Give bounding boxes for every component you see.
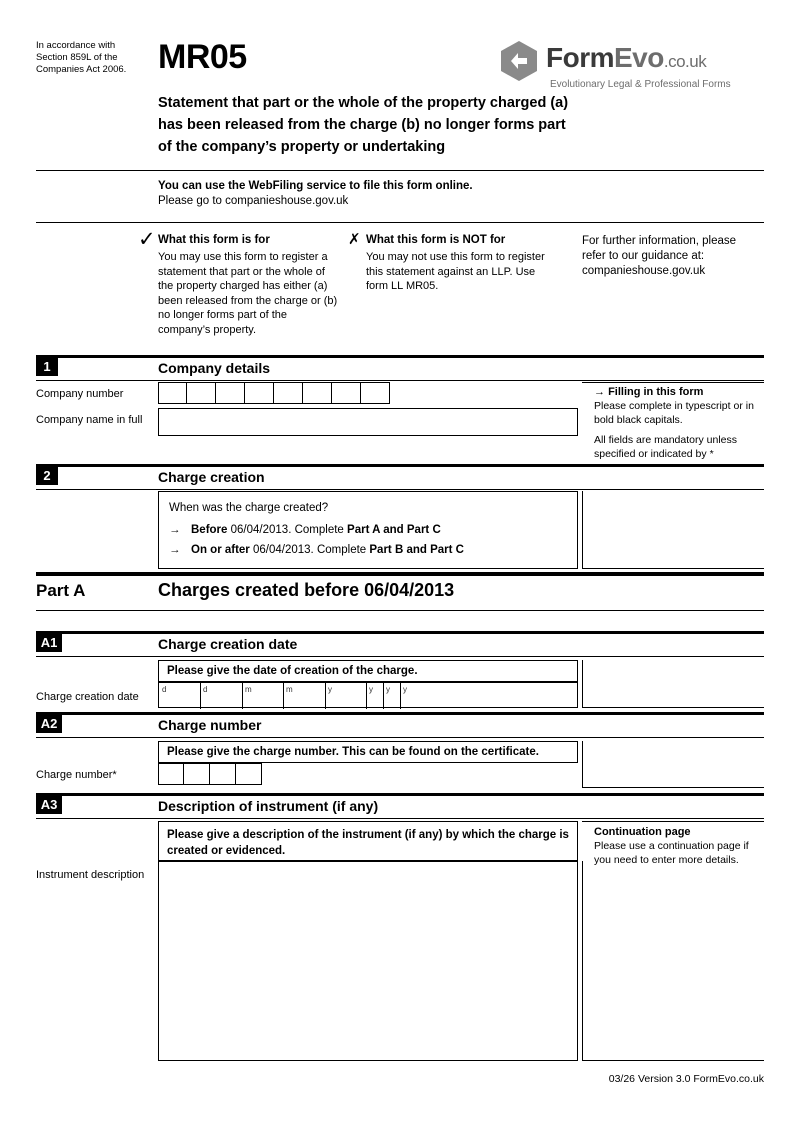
section-a2-title: Charge number <box>158 717 262 733</box>
charge-number-label: Charge number* <box>36 769 117 781</box>
filling-in-form-heading: → Filling in this form <box>594 386 704 398</box>
section-1-number: 1 <box>36 358 58 376</box>
what-form-is-not-for-body: You may not use this form to register this statement against an LLP. Use form LL MR05. <box>366 251 545 292</box>
webfiling-line1: You can use the WebFiling service to file this form online. <box>158 180 473 192</box>
charge-number-cell[interactable] <box>158 763 184 785</box>
cross-icon: ✗ <box>348 230 361 248</box>
date-mark-y1: y <box>328 685 332 694</box>
charge-creation-date-label: Charge creation date <box>36 691 139 703</box>
section-1-title: Company details <box>158 360 271 376</box>
option-2-date: 06/04/2013. <box>253 544 314 556</box>
logo-evo: Evo <box>614 42 664 73</box>
divider <box>582 382 764 383</box>
logo-tagline: Evolutionary Legal & Professional Forms <box>550 79 731 90</box>
instrument-description-input[interactable] <box>158 861 578 1061</box>
divider <box>383 683 384 709</box>
divider <box>36 793 764 796</box>
company-number-cell[interactable] <box>332 382 361 404</box>
charge-creation-question-box <box>158 491 578 569</box>
what-form-is-for-heading: What this form is for <box>158 234 270 246</box>
divider <box>36 712 764 715</box>
option-1-bold: Part A and Part C <box>347 524 441 536</box>
company-number-cell[interactable] <box>216 382 245 404</box>
logo-form: Form <box>546 42 614 73</box>
a1-instruction-box <box>158 660 578 682</box>
divider <box>36 170 764 171</box>
tick-icon: ✓ <box>138 227 156 251</box>
company-number-cell[interactable] <box>274 382 303 404</box>
form-code: MR05 <box>158 38 247 76</box>
divider <box>582 1060 764 1061</box>
filling-in-form-heading-text: Filling in this form <box>608 386 704 398</box>
option-2-prefix: On or after <box>191 544 250 556</box>
option-1-text: Complete <box>294 524 344 536</box>
date-mark-d1: d <box>162 685 167 694</box>
company-number-input[interactable] <box>158 382 390 404</box>
option-2-text: Complete <box>316 544 367 556</box>
charge-number-cell[interactable] <box>184 763 210 785</box>
a2-instruction: Please give the charge number. This can be found on the certificate. <box>167 746 539 758</box>
company-number-cell[interactable] <box>303 382 332 404</box>
divider <box>325 683 326 709</box>
section-2-number: 2 <box>36 467 58 485</box>
company-number-cell[interactable] <box>187 382 216 404</box>
form-title: Statement that part or the whole of the property charged (a) has been released from the charge (b) no longer forms part of the company’s property or undertaking <box>158 95 569 155</box>
a1-instruction: Please give the date of creation of the charge. <box>167 665 418 677</box>
a3-instruction-box <box>158 821 578 861</box>
divider <box>36 572 764 576</box>
divider <box>582 491 583 569</box>
formevo-logo <box>498 38 762 94</box>
further-information-body: For further information, please refer to our guidance at: companieshouse.gov.uk <box>582 235 737 277</box>
accordance-note: In accordance with Section 859L of the Companies Act 2006. <box>36 40 127 75</box>
logo-suffix: .co.uk <box>663 52 707 71</box>
divider <box>582 821 764 822</box>
divider <box>582 787 764 788</box>
date-mark-m2: m <box>286 685 293 694</box>
a2-instruction-box <box>158 741 578 763</box>
company-number-cell[interactable] <box>361 382 390 404</box>
divider <box>36 355 764 358</box>
divider <box>36 656 764 657</box>
divider <box>582 861 583 1061</box>
charge-number-cell[interactable] <box>210 763 236 785</box>
a3-instruction: Please give a description of the instrument (if any) by which the charge is created or evidenced. <box>167 829 569 857</box>
instrument-description-label: Instrument description <box>36 869 145 881</box>
divider <box>36 631 764 634</box>
divider <box>582 707 764 708</box>
continuation-page-heading: Continuation page <box>594 826 691 838</box>
divider <box>36 464 764 467</box>
arrow-icon: → <box>169 524 181 536</box>
charge-creation-question: When was the charge created? <box>169 502 329 514</box>
charge-creation-date-input[interactable] <box>158 682 578 708</box>
filling-in-form-body-2: All fields are mandatory unless specified or indicated by * <box>594 434 737 460</box>
company-name-input[interactable] <box>158 408 578 436</box>
arrow-icon: → <box>169 544 181 556</box>
webfiling-line2: Please go to companieshouse.gov.uk <box>158 195 349 207</box>
footer-version: 03/26 Version 3.0 FormEvo.co.uk <box>608 1073 764 1085</box>
section-a3-title: Description of instrument (if any) <box>158 798 379 814</box>
part-a-label: Part A <box>36 581 86 600</box>
divider <box>36 737 764 738</box>
divider <box>242 683 243 709</box>
section-a3-number: A3 <box>36 796 62 814</box>
charge-creation-option-1 <box>169 522 567 538</box>
option-1-date: 06/04/2013. <box>230 524 292 536</box>
date-mark-y2: y <box>369 685 373 694</box>
option-2-bold: Part B and Part C <box>369 544 464 556</box>
company-number-cell[interactable] <box>245 382 274 404</box>
date-mark-m1: m <box>245 685 252 694</box>
divider <box>366 683 367 709</box>
divider <box>283 683 284 709</box>
divider <box>200 683 201 709</box>
divider <box>36 222 764 223</box>
part-a-title: Charges created before 06/04/2013 <box>158 580 455 600</box>
divider <box>36 610 764 611</box>
section-a1-title: Charge creation date <box>158 636 298 652</box>
divider <box>582 741 583 788</box>
divider <box>36 489 764 490</box>
what-form-is-for-body: You may use this form to register a statement that part or the whole of the property charged has either (a) been released from the charge or (b) no longer forms part of the company’s property. <box>158 251 338 336</box>
continuation-page-body: Please use a continuation page if you need to enter more details. <box>594 840 749 866</box>
charge-creation-option-2 <box>169 542 567 558</box>
divider <box>400 683 401 709</box>
date-mark-y3: y <box>386 685 390 694</box>
divider <box>582 660 583 708</box>
charge-number-cell[interactable] <box>236 763 262 785</box>
company-number-cell[interactable] <box>158 382 187 404</box>
formevo-hex-icon <box>498 40 540 82</box>
date-mark-y4: y <box>403 685 407 694</box>
filling-in-form-body-1: Please complete in typescript or in bold black capitals. <box>594 400 754 426</box>
option-1-prefix: Before <box>191 524 228 536</box>
logo-wordmark <box>546 42 706 74</box>
divider <box>36 818 764 819</box>
divider <box>36 380 764 381</box>
what-form-is-not-for-heading: What this form is NOT for <box>366 234 506 246</box>
section-2-title: Charge creation <box>158 469 265 485</box>
section-a1-number: A1 <box>36 634 62 652</box>
company-name-label: Company name in full <box>36 414 143 426</box>
date-mark-d2: d <box>203 685 208 694</box>
section-a2-number: A2 <box>36 715 62 733</box>
charge-number-input[interactable] <box>158 763 262 785</box>
divider <box>582 568 764 569</box>
company-number-label: Company number <box>36 388 124 400</box>
